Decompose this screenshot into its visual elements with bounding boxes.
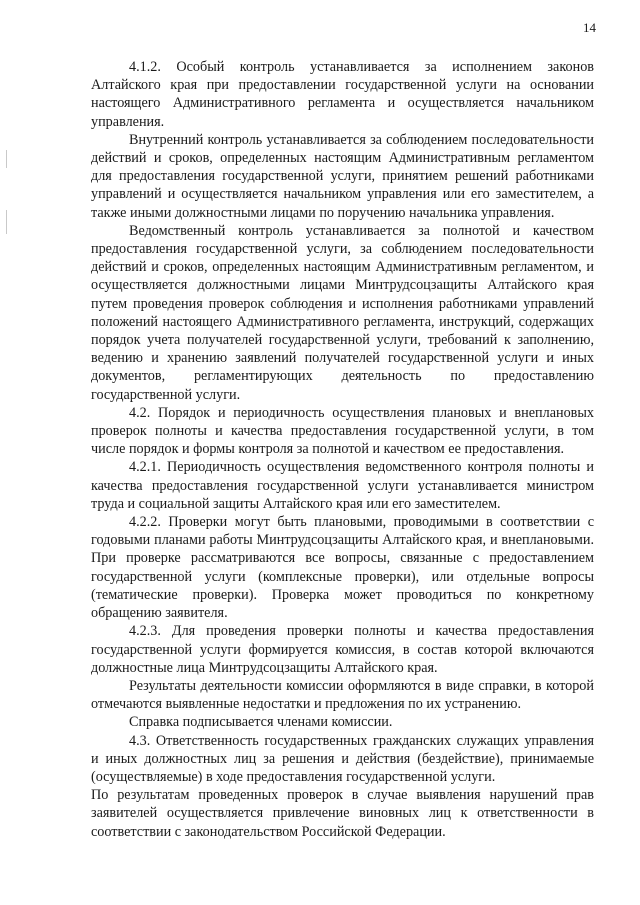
paragraph-commission-results: Результаты деятельности комиссии оформляются в виде справки, в которой отмечаются выявленные недостатки и предложения по их устранению. [91, 677, 594, 713]
scan-mark [6, 150, 7, 168]
paragraph-4-2-3: 4.2.3. Для проведения проверки полноты и качества предоставления государственной услуги формируется комиссия, в состав которой включаются должностные лица Минтрудсоцзащиты Алтайского края. [91, 623, 594, 676]
paragraph-4-2: 4.2. Порядок и периодичность осуществления плановых и внеплановых проверок полноты и качества предоставления государственной услуги, в том числе порядок и формы контроля за полнотой и качеством ее предоставления. [91, 404, 594, 458]
paragraph-internal-control: Внутренний контроль устанавливается за соблюдением последовательности действий и сроков, определенных настоящим Административным регламентом для предоставления государственной услуги, принятием решений работниками управлений и осуществляется начальником управления или его заместителем, а также иными должностными лицами по поручению начальника управления. [91, 131, 594, 221]
paragraph-4-2-2: 4.2.2. Проверки могут быть плановыми, проводимыми в соответствии с годовыми планами работы Минтрудсоцзащиты Алтайского края, и внеплановыми. При проверке рассматриваются все вопросы, связанные с предоставлением государственной услуги (комплексные проверки), или отдельные вопросы (тематические проверки). Проверка может проводиться по конкретному обращению заявителя. [91, 514, 594, 622]
paragraph-departmental-control: Ведомственный контроль устанавливается за полнотой и качеством предоставления государственной услуги, за соблюдением последовательности действий и сроков, определенных настоящим Административным регламентом, и осуществляется должностными лицами Минтрудсоцзащиты Алтайского края путем проведения проверок соблюдения и исполнения работниками управлений положений настоящего Административного регламента, инструкций, содержащих порядок учета получателей государственной услуги, требований к заполнению, ведению и хранению заявлений получателей государственной услуги и иных документов, регламентирующих деятельность по предоставлению государственной услуги. [91, 222, 594, 403]
paragraph-liability: По результатам проведенных проверок в случае выявления нарушений прав заявителей осуществляется привлечение виновных лиц к ответственности в соответствии с законодательством Российской Федерации. [91, 787, 594, 840]
scan-mark [6, 210, 7, 234]
paragraph-4-3: 4.3. Ответственность государственных гражданских служащих управления и иных должностных лиц за решения и действия (бездействие), принимаемые (осуществляемые) в ходе предоставления государственной услуги. [91, 732, 594, 785]
paragraph-4-2-1: 4.2.1. Периодичность осуществления ведомственного контроля полноты и качества предоставления государственной услуги устанавливается министром труда и социальной защиты Алтайского края или его заместителем. [91, 459, 594, 512]
paragraph-certificate-signed: Справка подписывается членами комиссии. [129, 714, 393, 731]
page-number: 14 [583, 20, 596, 35]
paragraph-4-1-2: 4.1.2. Особый контроль устанавливается за исполнением законов Алтайского края при предоставлении государственной услуги на основании настоящего Административного регламента и осуществляется начальником управления. [91, 59, 594, 130]
document-body [91, 58, 594, 841]
